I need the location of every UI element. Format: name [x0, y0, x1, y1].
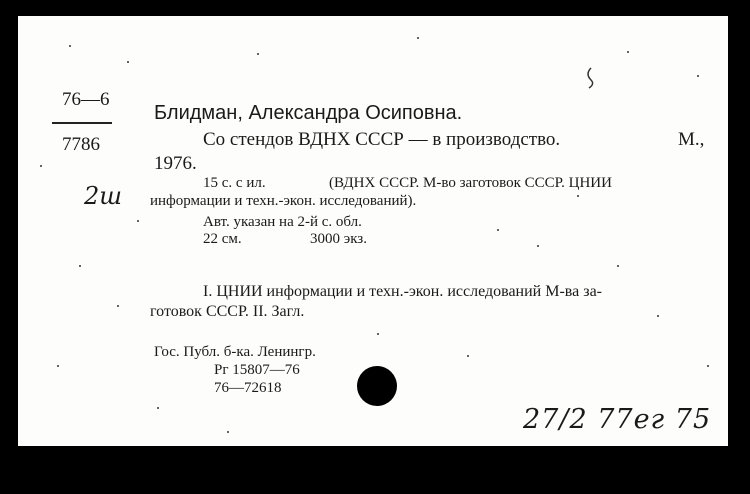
handwritten-mark: 2ш — [84, 182, 123, 210]
print-run: 3000 экз. — [310, 231, 367, 247]
card-number: 76—72618 — [214, 380, 282, 396]
publication-year: 1976. — [154, 153, 197, 174]
library-name: Гос. Публ. б-ка. Ленингр. — [154, 344, 316, 360]
accession-number: 7786 — [62, 134, 100, 155]
rg-number: Рг 15807—76 — [214, 362, 300, 378]
handwritten-stamp: 27/2 77ег 75 — [523, 404, 712, 435]
author-note: Авт. указан на 2-й с. обл. — [203, 214, 362, 230]
tracings-line-1: I. ЦНИИ информации и техн.-экон. исследований М-ва за- — [203, 283, 602, 300]
punch-hole — [357, 366, 397, 406]
book-size: 22 см. — [203, 231, 242, 247]
publication-place: М., — [678, 129, 705, 150]
physical-description: 15 с. с ил. — [203, 175, 266, 191]
book-title: Со стендов ВДНХ СССР — в производство. — [203, 129, 561, 150]
shelf-divider — [52, 122, 112, 124]
series-line-1: (ВДНХ СССР. М-во заготовок СССР. ЦНИИ — [329, 175, 612, 191]
author-heading: Блидман, Александра Осиповна. — [154, 102, 463, 124]
series-line-2: информации и техн.-экон. исследований). — [150, 193, 417, 209]
tracings-line-2: готовок СССР. II. Загл. — [150, 303, 305, 320]
catalog-card — [18, 16, 728, 446]
shelf-mark: 76—6 — [62, 89, 110, 110]
